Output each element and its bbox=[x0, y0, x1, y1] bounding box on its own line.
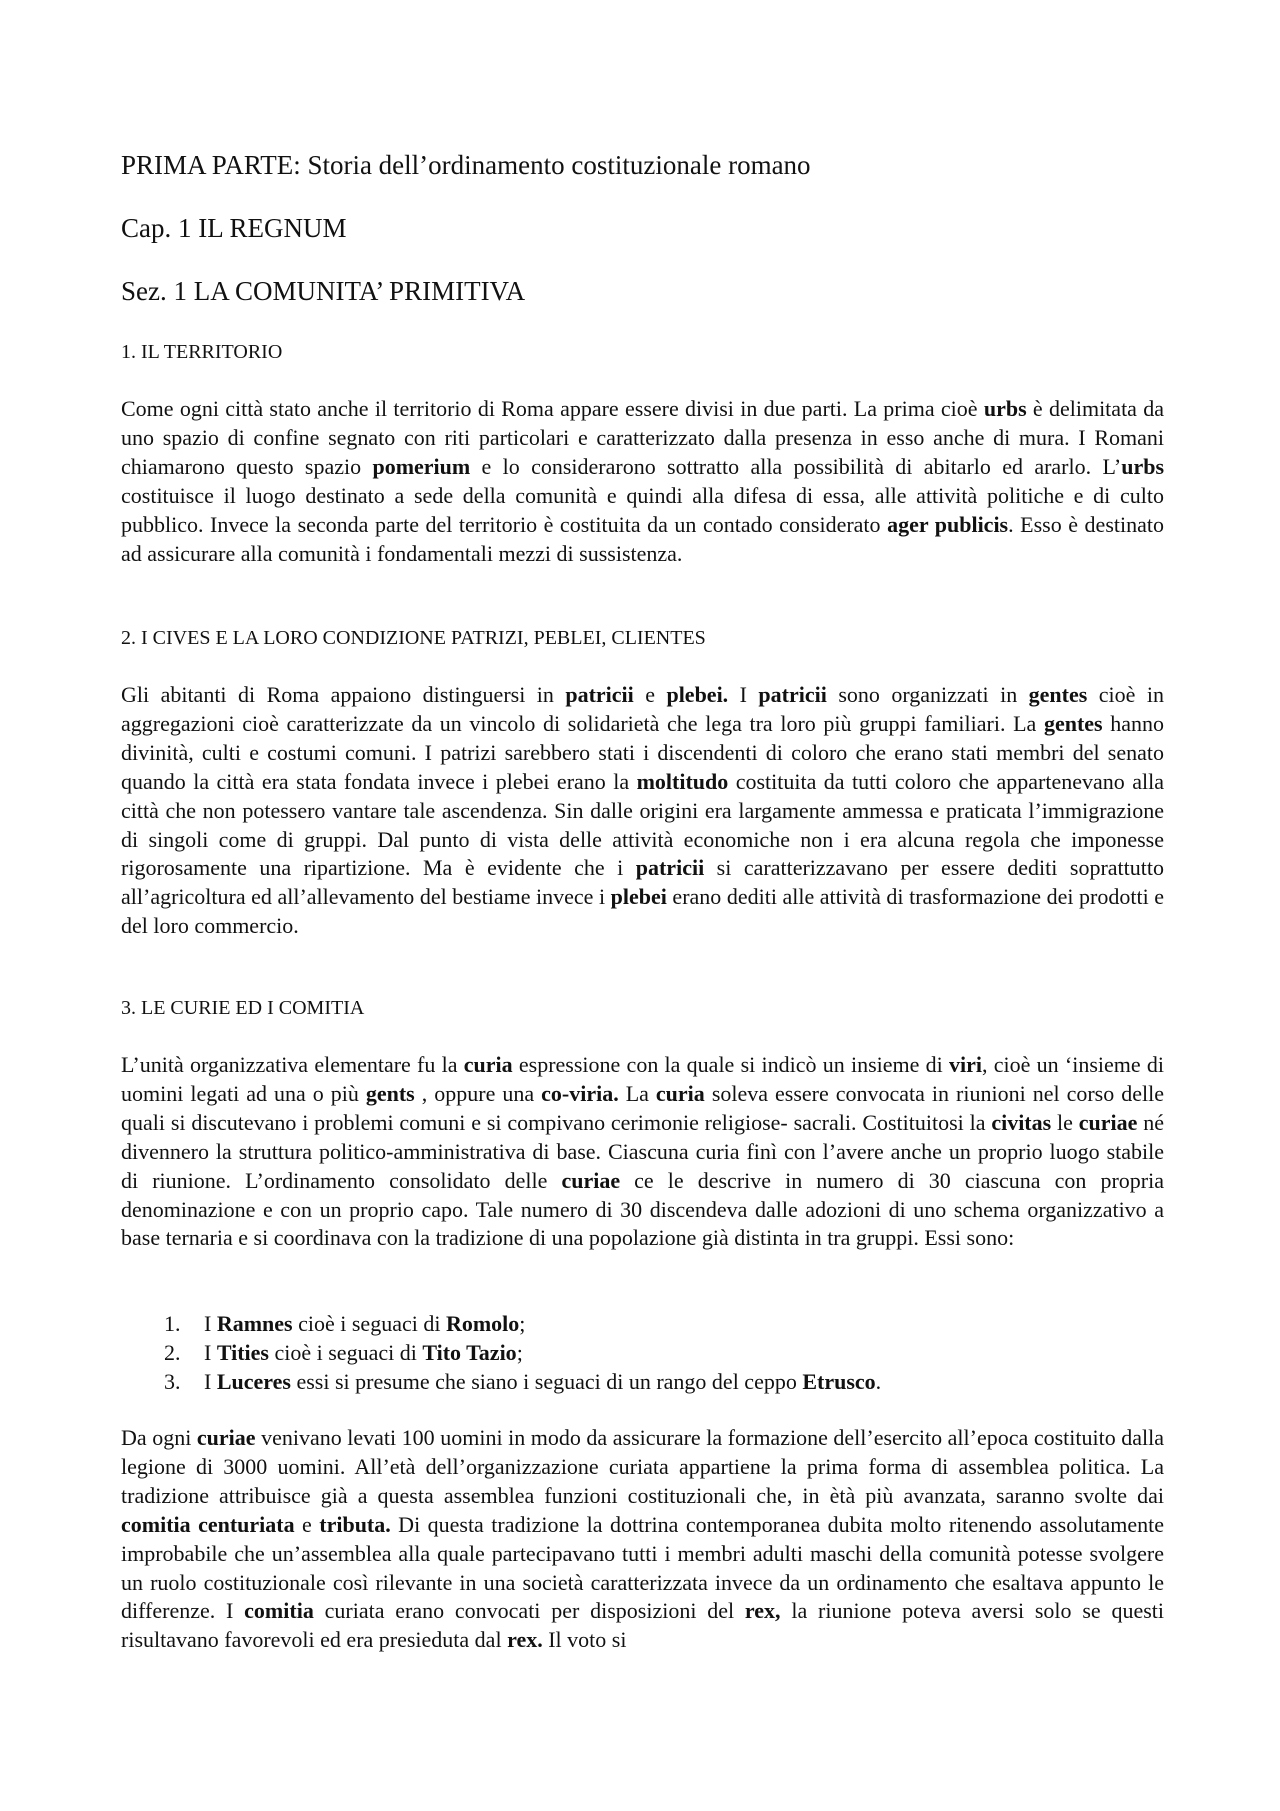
part-title: PRIMA PARTE: Storia dell’ordinamento costituzionale romano bbox=[121, 150, 811, 180]
bold-term: moltitudo bbox=[636, 768, 729, 794]
bold-term: civitas bbox=[991, 1109, 1052, 1135]
section-title: Sez. 1 LA COMUNITA’ PRIMITIVA bbox=[121, 276, 526, 306]
subsection-heading-cives: 2. I CIVES E LA LORO CONDIZIONE PATRIZI, PEBLEI, CLIENTES bbox=[121, 627, 706, 649]
list-item: 1. I Ramnes cioè i seguaci di Romolo; bbox=[164, 1311, 526, 1336]
paragraph-curie: L’unità organizzativa elementare fu la curia espressione con la quale si indicò un insieme di viri, cioè un ‘insieme di uomini legati ad una o più gents , oppure una co-viria. La curia soleva essere convocata in riunioni nel corso delle quali si discutevano i problemi comuni e si compivano cerimonie religiose- sacrali. Costituitosi la civitas le curiae né divennero la struttura politico-amministrativa di base. Ciascuna curia finì con l’avere anche un proprio luogo stabile di riunione. L’ordinamento consolidato delle curiae ce le descrive in numero di 30 ciascuna con propria denominazione e con un proprio capo. Tale numero di 30 discendeva dalle adozioni di uno schema organizzativo a base ternaria e si coordinava con la tradizione di una popolazione già distinta in tra gruppi. Essi sono: bbox=[121, 1052, 1165, 1251]
bold-term: patricii bbox=[565, 682, 634, 707]
bold-term: Ramnes bbox=[216, 1311, 293, 1336]
bold-term: co-viria. bbox=[541, 1080, 619, 1106]
bold-term: urbs bbox=[1121, 453, 1164, 479]
subsection-heading-curie: 3. LE CURIE ED I COMITIA bbox=[121, 997, 365, 1019]
bold-term: plebei bbox=[610, 884, 667, 910]
bold-term: pomerium bbox=[372, 453, 471, 479]
paragraph-comitia: Da ogni curiae venivano levati 100 uomini in modo da assicurare la formazione dell’esercito all’epoca costituito dalla legione di 3000 uomini. All’età dell’organizzazione curiata appartiene la prima forma di assemblea politica. La tradizione attribuisce già a questa assemblea funzioni costituzionali che, in ètà più avanzata, saranno svolte dai comitia centuriata e tributa. Di questa tradizione la dottrina contemporanea dubita molto ritenendo assolutamente improbabile che un’assemblea alla quale partecipavano tutti i membri adulti maschi della comunità potesse svolgere un ruolo costituzionale così rilevante in una società caratterizzata invece da un ordinamento che esaltava appunto le differenze. I comitia curiata erano convocati per disposizioni del rex, la riunione poteva aversi solo se questi risultavano favorevoli ed era presieduta dal rex. Il voto si bbox=[121, 1425, 1165, 1653]
bold-term: curiae bbox=[561, 1167, 621, 1193]
bold-term: patricii bbox=[635, 855, 705, 881]
list-item: 2. I Tities cioè i seguaci di Tito Tazio; bbox=[164, 1339, 523, 1365]
bold-term: gentes bbox=[1043, 710, 1103, 736]
list-item: 3. I Luceres essi si presume che siano i seguaci di un rango del ceppo Etrusco. bbox=[164, 1368, 882, 1394]
curie-list bbox=[121, 1310, 881, 1397]
bold-term: gents bbox=[365, 1080, 415, 1106]
bold-term: curiae bbox=[1078, 1109, 1138, 1135]
bold-term: viri bbox=[949, 1052, 983, 1077]
bold-term: curia bbox=[463, 1052, 513, 1077]
bold-term: ager publicis bbox=[887, 511, 1009, 537]
bold-term: rex, bbox=[744, 1598, 781, 1624]
bold-term: comitia centuriata bbox=[121, 1511, 295, 1537]
bold-term: tributa. bbox=[319, 1511, 391, 1537]
paragraph-cives: Gli abitanti di Roma appaiono distinguersi in patricii e plebei. I patricii sono organizzati in gentes cioè in aggregazioni cioè caratterizzate da un vincolo di solidarietà che lega tra loro più gruppi familiari. La gentes hanno divinità, culti e costumi comuni. I patrizi sarebbero stati i discendenti di coloro che erano stati membri del senato quando la città era stata fondata invece i plebei erano la moltitudo costituita da tutti coloro che appartenevano alla città che non potessero vantare tale ascendenza. Sin dalle origini era largamente ammessa e praticata l’immigrazione di singoli come di gruppi. Dal punto di vista delle attività economiche non i era alcuna regola che imponesse rigorosamente una ripartizione. Ma è evidente che i patricii si caratterizzavano per essere dediti soprattutto all’agricoltura ed all’allevamento del bestiame invece i plebei erano dediti alle attività di trasformazione dei prodotti e del loro commercio. bbox=[121, 682, 1165, 939]
bold-term: Tities bbox=[216, 1339, 269, 1365]
chapter-title: Cap. 1 IL REGNUM bbox=[121, 213, 347, 243]
bold-term: rex. bbox=[507, 1627, 543, 1653]
bold-term: patricii bbox=[758, 682, 827, 707]
bold-term: plebei. bbox=[666, 682, 729, 707]
bold-term: Romolo bbox=[445, 1311, 520, 1336]
bold-term: comitia bbox=[244, 1598, 314, 1624]
bold-term: urbs bbox=[983, 396, 1027, 421]
subsection-heading-territorio: 1. IL TERRITORIO bbox=[121, 341, 283, 363]
bold-term: gentes bbox=[1028, 682, 1088, 707]
bold-term: Etrusco bbox=[802, 1368, 876, 1394]
bold-term: curia bbox=[655, 1080, 705, 1106]
bold-term: Tito Tazio bbox=[422, 1339, 517, 1365]
bold-term: curiae bbox=[196, 1425, 256, 1450]
bold-term: Luceres bbox=[216, 1368, 291, 1394]
paragraph-territorio: Come ogni città stato anche il territorio di Roma appare essere divisi in due parti. La prima cioè urbs è delimitata da uno spazio di confine segnato con riti particolari e caratterizzato dalla presenza in esso anche di mura. I Romani chiamarono questo spazio pomerium e lo considerarono sottratto alla possibilità di abitarlo ed ararlo. L’urbs costituisce il luogo destinato a sede della comunità e quindi alla difesa di essa, alle attività politiche e di culto pubblico. Invece la seconda parte del territorio è costituita da un contado considerato ager publicis. Esso è destinato ad assicurare alla comunità i fondamentali mezzi di sussistenza. bbox=[121, 396, 1164, 566]
